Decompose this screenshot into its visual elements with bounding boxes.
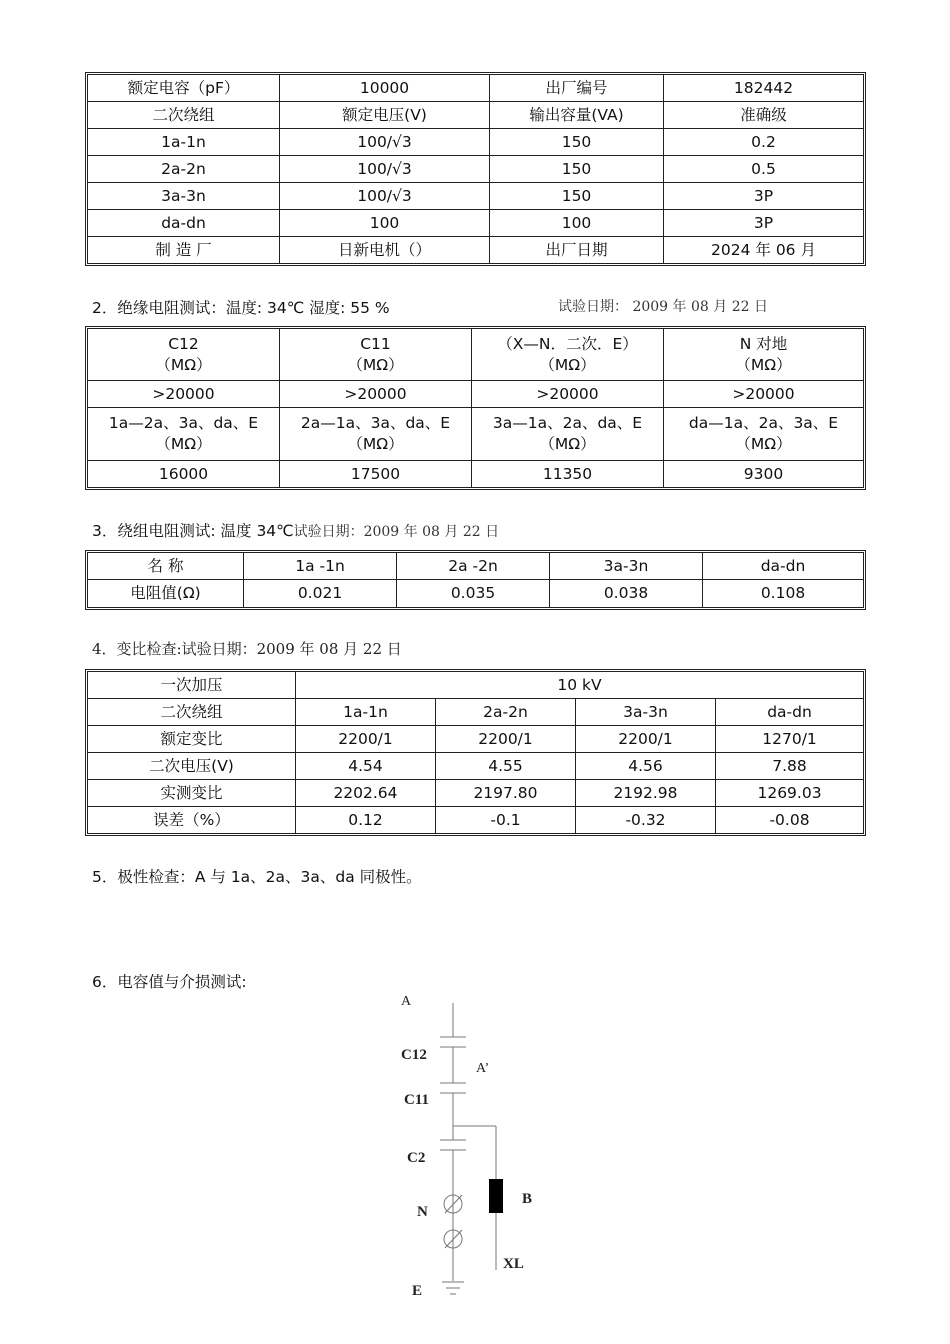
insulation-header-row-2	[88, 408, 864, 461]
winding-head-cell: da-dn	[703, 553, 864, 580]
ratio-row	[88, 699, 864, 726]
winding-head-cell: 1a -1n	[244, 553, 397, 580]
insulation-head-cell: 2a—1a、3a、da、E （MΩ）	[280, 408, 472, 461]
ratio-cell: 误差（%）	[88, 807, 296, 834]
ratio-cell: -0.32	[576, 807, 716, 834]
insulation-head-cell: C12 （MΩ）	[88, 329, 280, 381]
insulation-value-row-2	[88, 461, 864, 488]
insulation-head-cell: 3a—1a、2a、da、E （MΩ）	[472, 408, 664, 461]
winding-value-cell: 0.021	[244, 580, 397, 608]
insulation-head-cell: da—1a、2a、3a、E （MΩ）	[664, 408, 864, 461]
section5-text: 5．极性检查：A 与 1a、2a、3a、da 同极性。	[92, 868, 422, 886]
winding-value-cell: 电阻值(Ω)	[88, 580, 244, 608]
section3-date: 试验日期：2009 年 08 月 22 日	[293, 524, 500, 540]
section2-title: 2．绝缘电阻测试：温度: 34℃ 湿度: 55 %	[92, 299, 390, 317]
rating-cell: 出厂编号	[490, 75, 664, 102]
rating-cell: 10000	[280, 75, 490, 102]
rating-cell: 3P	[664, 183, 864, 210]
rating-cell: 制 造 厂	[88, 237, 280, 264]
label-c12: C12	[401, 1047, 427, 1063]
insulation-value-cell: >20000	[472, 381, 664, 408]
winding-head-cell: 3a-3n	[550, 553, 703, 580]
ratio-cell: 2200/1	[296, 726, 436, 753]
ratio-cell: -0.08	[716, 807, 864, 834]
rating-cell: 日新电机（）	[280, 237, 490, 264]
rating-cell: 准确级	[664, 102, 864, 129]
insulation-value-cell: >20000	[88, 381, 280, 408]
rating-cell: 0.2	[664, 129, 864, 156]
ratio-cell: 二次电压(V)	[88, 753, 296, 780]
winding-value-cell: 0.108	[703, 580, 864, 608]
ratio-cell: 1270/1	[716, 726, 864, 753]
ratio-cell: 2200/1	[436, 726, 576, 753]
label-a: A	[401, 994, 412, 1009]
rating-row	[88, 102, 864, 129]
rating-row	[88, 75, 864, 102]
rating-cell: da-dn	[88, 210, 280, 237]
ratio-cell: 额定变比	[88, 726, 296, 753]
ratio-table	[87, 671, 864, 834]
ratio-cell: 7.88	[716, 753, 864, 780]
winding-value-cell: 0.038	[550, 580, 703, 608]
ratio-primary-label: 一次加压	[88, 672, 296, 699]
rating-cell: 0.5	[664, 156, 864, 183]
insulation-table	[87, 328, 864, 488]
insulation-head-cell: C11 （MΩ）	[280, 329, 472, 381]
ratio-cell: 4.56	[576, 753, 716, 780]
ratio-cell: 实测变比	[88, 780, 296, 807]
rating-cell: 额定电压(V)	[280, 102, 490, 129]
ratio-row	[88, 807, 864, 834]
label-xl: XL	[503, 1256, 524, 1272]
insulation-head-cell: （X—N．二次．E） （MΩ）	[472, 329, 664, 381]
rating-cell: 输出容量(VA)	[490, 102, 664, 129]
rating-cell: 100	[490, 210, 664, 237]
ratio-cell: -0.1	[436, 807, 576, 834]
label-n: N	[417, 1204, 428, 1220]
ratio-cell: 4.54	[296, 753, 436, 780]
rating-row	[88, 210, 864, 237]
section3-title: 3．绕组电阻测试: 温度 34℃试验日期：2009 年 08 月 22 日	[92, 522, 500, 540]
rating-row	[88, 129, 864, 156]
insulation-value-cell: 9300	[664, 461, 864, 488]
rating-cell: 100/√3	[280, 129, 490, 156]
rating-cell: 100/√3	[280, 156, 490, 183]
ratio-cell: 4.55	[436, 753, 576, 780]
rating-cell: 100	[280, 210, 490, 237]
winding-head-cell: 名 称	[88, 553, 244, 580]
label-b: B	[522, 1191, 533, 1207]
rating-cell: 100/√3	[280, 183, 490, 210]
rating-cell: 3a-3n	[88, 183, 280, 210]
ratio-cell: 0.12	[296, 807, 436, 834]
insulation-head-cell: N 对地 （MΩ）	[664, 329, 864, 381]
rating-row	[88, 156, 864, 183]
capacitor-circuit-diagram	[390, 985, 550, 1305]
ratio-row	[88, 780, 864, 807]
ratio-cell: 2a-2n	[436, 699, 576, 726]
rating-cell: 2024 年 06 月	[664, 237, 864, 264]
rating-row	[88, 183, 864, 210]
section6-title: 6．电容值与介损测试:	[92, 973, 247, 991]
rating-cell: 182442	[664, 75, 864, 102]
ratio-cell: 2202.64	[296, 780, 436, 807]
rating-cell: 150	[490, 129, 664, 156]
insulation-head-cell: 1a—2a、3a、da、E （MΩ）	[88, 408, 280, 461]
rating-cell: 2a-2n	[88, 156, 280, 183]
rating-cell: 3P	[664, 210, 864, 237]
insulation-value-cell: 11350	[472, 461, 664, 488]
b-terminal-block	[489, 1179, 503, 1213]
ratio-row	[88, 726, 864, 753]
ratio-row	[88, 753, 864, 780]
rating-cell: 二次绕组	[88, 102, 280, 129]
ratio-cell: 二次绕组	[88, 699, 296, 726]
rating-cell: 150	[490, 156, 664, 183]
ratio-cell: 2192.98	[576, 780, 716, 807]
ratio-primary-row	[88, 672, 864, 699]
winding-value-row	[88, 580, 864, 608]
ratio-cell: 2197.80	[436, 780, 576, 807]
section4-title: 4．变比检查:试验日期：2009 年 08 月 22 日	[92, 640, 402, 658]
rating-cell: 额定电容（pF）	[88, 75, 280, 102]
rating-table	[87, 74, 864, 264]
ratio-cell: 2200/1	[576, 726, 716, 753]
insulation-value-cell: 17500	[280, 461, 472, 488]
winding-resistance-table	[87, 552, 864, 608]
rating-cell: 150	[490, 183, 664, 210]
ratio-primary-value: 10 kV	[296, 672, 864, 699]
label-a-prime: A’	[476, 1061, 490, 1076]
rating-cell: 出厂日期	[490, 237, 664, 264]
label-e: E	[412, 1283, 423, 1299]
ratio-cell: 1a-1n	[296, 699, 436, 726]
insulation-value-cell: >20000	[280, 381, 472, 408]
rating-row	[88, 237, 864, 264]
insulation-value-cell: >20000	[664, 381, 864, 408]
ratio-cell: da-dn	[716, 699, 864, 726]
ratio-cell: 1269.03	[716, 780, 864, 807]
section2-date: 试验日期： 2009 年 08 月 22 日	[558, 299, 768, 315]
insulation-value-row-1	[88, 381, 864, 408]
winding-header-row	[88, 553, 864, 580]
ratio-cell: 3a-3n	[576, 699, 716, 726]
winding-value-cell: 0.035	[397, 580, 550, 608]
rating-cell: 1a-1n	[88, 129, 280, 156]
insulation-header-row-1	[88, 329, 864, 381]
label-c11: C11	[404, 1092, 430, 1108]
insulation-value-cell: 16000	[88, 461, 280, 488]
winding-head-cell: 2a -2n	[397, 553, 550, 580]
label-c2: C2	[407, 1150, 426, 1166]
